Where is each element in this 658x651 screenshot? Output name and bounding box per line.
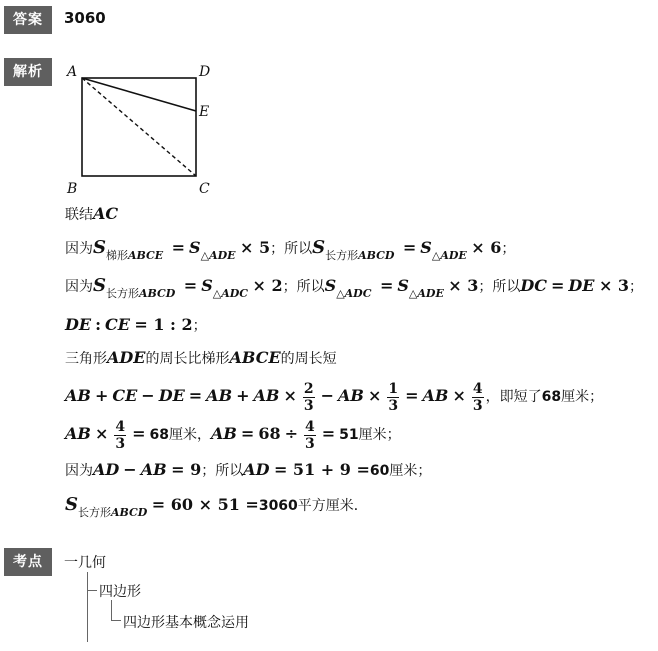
answer-tag: 答案	[4, 6, 52, 34]
denominator: 3	[305, 435, 315, 452]
solution-line-1	[65, 204, 118, 225]
solution-line-4	[65, 315, 207, 336]
text: ；所以	[270, 241, 313, 257]
denominator: 3	[303, 397, 314, 414]
point-d-label: D	[199, 64, 211, 80]
fraction	[472, 381, 484, 414]
math-ab: AB	[422, 386, 449, 405]
math-ab: AB	[253, 386, 280, 405]
solution-line-2	[65, 238, 515, 260]
math-ab: AB	[206, 386, 233, 405]
solution-line-8	[65, 460, 431, 481]
times-five: × 5	[239, 238, 271, 257]
numerator: 1	[388, 380, 399, 397]
times-two: × 2	[252, 276, 283, 295]
number: 68	[541, 389, 562, 405]
tree-connector	[87, 590, 97, 591]
text: 厘米；	[561, 389, 604, 405]
ratio-value: = 1 : 2	[134, 315, 193, 334]
numerator: 4	[305, 418, 315, 435]
text: 的周长比梯形	[145, 351, 230, 367]
text: 平方厘米．	[297, 498, 368, 514]
times-three: × 3	[448, 276, 479, 295]
text: 厘米；	[358, 427, 401, 443]
math-ce: CE	[112, 386, 138, 405]
equals: =	[132, 424, 146, 443]
times: ×	[94, 424, 109, 443]
text: ；所以	[478, 279, 521, 295]
fraction	[303, 381, 315, 414]
math-ce: CE	[104, 315, 130, 334]
denominator: 3	[115, 435, 126, 452]
number: 68	[258, 424, 281, 443]
times-three: × 3	[598, 276, 630, 295]
text: 因为	[65, 241, 93, 257]
equals: =	[321, 424, 336, 443]
text: 的周长短	[280, 351, 337, 367]
text: 因为	[65, 279, 93, 295]
sub-math: △ADC	[336, 287, 372, 300]
denominator: 3	[472, 397, 483, 414]
equals: =	[402, 238, 417, 257]
sum-expression: = 51 + 9 =	[273, 460, 370, 479]
tree-connector	[87, 572, 88, 642]
number: 68	[149, 427, 169, 443]
sub-math: △ADE	[200, 249, 236, 262]
fraction	[304, 419, 316, 452]
times-six: × 6	[471, 238, 502, 257]
math-ac: AC	[93, 204, 119, 223]
sub-text: 梯形	[106, 249, 128, 262]
text: 联结	[65, 207, 93, 223]
sub-math: ABCD	[139, 287, 176, 300]
number: 3060	[258, 498, 298, 514]
equals: =	[188, 386, 203, 405]
sub-math: ABCD	[358, 249, 395, 262]
denominator: 3	[388, 397, 399, 414]
sub-math: △ADE	[408, 287, 444, 300]
math-s: S	[93, 275, 106, 296]
diagonal-ac	[82, 78, 196, 176]
solution-line-6	[65, 378, 603, 415]
math-s: S	[93, 237, 106, 258]
minus: −	[141, 386, 155, 405]
solution-line-5	[65, 348, 337, 369]
text: ；所以	[201, 463, 244, 479]
solution-line-9	[65, 495, 368, 517]
answer-value: 3060	[64, 9, 106, 27]
sub-math: △ADC	[212, 287, 249, 300]
math-ab: AB	[338, 386, 364, 405]
sub-text: 长方形	[78, 506, 111, 519]
math-s: S	[65, 494, 78, 515]
equals-nine: = 9	[171, 460, 202, 479]
equals: =	[240, 424, 255, 443]
point-e-label: E	[199, 104, 210, 120]
numerator: 4	[472, 380, 483, 397]
plus: +	[236, 386, 250, 405]
text: ；	[501, 241, 516, 257]
text: 厘米；	[389, 463, 432, 479]
solution-line-7	[65, 416, 401, 453]
math-de: DE	[65, 315, 92, 334]
math-abce: ABCE	[229, 348, 281, 367]
sub-math: ABCD	[111, 506, 148, 519]
point-c-label: C	[199, 181, 210, 197]
tree-connector	[111, 600, 112, 620]
math-ab: AB	[210, 424, 237, 443]
numerator: 4	[115, 418, 126, 435]
math-s: S	[324, 276, 337, 295]
sub-text: 长方形	[106, 287, 139, 300]
text: ；所以	[282, 279, 325, 295]
numerator: 2	[303, 380, 314, 397]
equals: =	[379, 276, 394, 295]
math-s: S	[312, 237, 326, 258]
point-a-label: A	[67, 64, 78, 80]
math-s: S	[420, 238, 432, 257]
solution-line-3	[65, 276, 643, 298]
minus: −	[320, 386, 335, 405]
analysis-tag: 解析	[4, 58, 52, 86]
divide: ÷	[284, 424, 298, 443]
text: 厘米，	[168, 427, 211, 443]
plus: +	[94, 386, 109, 405]
tree-connector	[111, 620, 121, 621]
number: 60	[369, 463, 390, 479]
equals: =	[405, 386, 419, 405]
math-ab: AB	[65, 424, 91, 443]
sub-math: ABCE	[128, 249, 164, 262]
fraction	[387, 381, 399, 414]
math-de: DE	[158, 386, 185, 405]
knowledge-level1: 四边形	[99, 584, 141, 600]
ratio-colon: :	[95, 315, 101, 334]
segment-ae	[82, 78, 196, 111]
math-ad: AD	[243, 460, 270, 479]
math-de: DE	[568, 276, 595, 295]
equals: =	[171, 238, 186, 257]
text: ；	[629, 279, 644, 295]
math-ab: AB	[140, 460, 167, 479]
text: ；	[192, 318, 207, 334]
text: 三角形	[65, 351, 107, 367]
math-ad: AD	[93, 460, 120, 479]
knowledge-root: 一几何	[64, 555, 106, 571]
subscript	[106, 249, 163, 262]
minus: −	[123, 460, 137, 479]
math-dc: DC	[520, 276, 547, 295]
point-b-label: B	[67, 181, 78, 197]
math-ade: ADE	[107, 348, 146, 367]
times: ×	[452, 386, 466, 405]
number: 51	[339, 427, 359, 443]
equals: =	[183, 276, 198, 295]
math-s: S	[201, 276, 213, 295]
product-expression: = 60 × 51 =	[151, 495, 259, 514]
rectangle-figure	[62, 58, 222, 198]
sub-text: 长方形	[325, 249, 359, 262]
math-ab: AB	[65, 386, 91, 405]
math-s: S	[189, 238, 201, 257]
knowledge-level2: 四边形基本概念运用	[123, 615, 249, 631]
sub-math: △ADE	[431, 249, 467, 262]
text: 因为	[65, 463, 93, 479]
equals: =	[551, 276, 565, 295]
times: ×	[283, 386, 297, 405]
fraction	[114, 419, 126, 452]
keypoint-tag: 考点	[4, 548, 52, 576]
math-s: S	[397, 276, 409, 295]
text: ，即短了	[485, 389, 542, 405]
times: ×	[367, 386, 382, 405]
